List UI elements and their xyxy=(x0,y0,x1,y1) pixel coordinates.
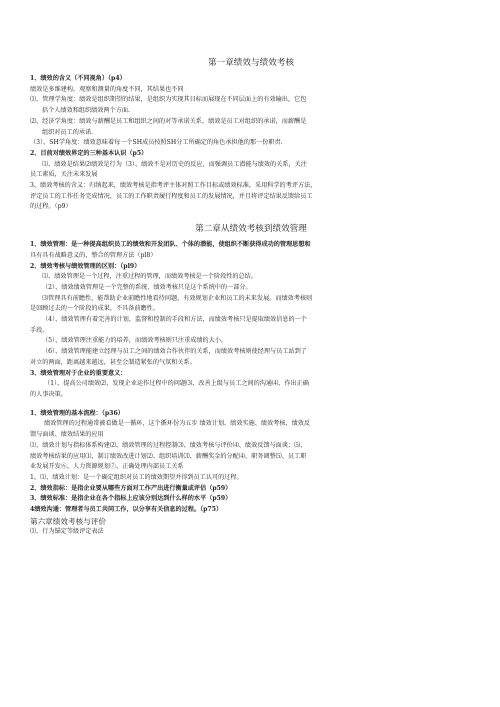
chapter-1-body xyxy=(30,74,472,213)
text-line: 2、绩效指标：是指企业要从哪些方面对工作产出进行衡量或评估（p59） xyxy=(30,484,232,492)
text-line: 1、绩效管理：是一种提高组织员工的绩效和开发团队、个体的潜能，使组织不断获得成功的管理思想和 xyxy=(30,241,311,249)
text-line: ⑴、管理学角度：绩效是组织期望的结果，是组织为实现其目标而展现在不同层面上的有效输出，它包 xyxy=(30,96,307,104)
text-line: （2）、绩效绩效管理是一个完整的系统，绩效考核只是这个系统中的一部分。 xyxy=(42,283,252,291)
text-line: ⑶管理具有前瞻性，能帮助企业前瞻性地看待问题，有效规划企业和员工的未来发展。而绩效考核则 xyxy=(42,294,313,302)
text-line: 2、目前对绩效界定的三种基本认识（p5） xyxy=(30,149,148,157)
text-line: 的人事决策。 xyxy=(30,390,67,398)
text-line: 员工素质，关注未来发展 xyxy=(30,171,98,179)
text-line: 组织对员工的承诺. xyxy=(42,128,94,136)
text-line: ⑵、经济学角度：绩效与薪酬是员工和组织之间的对等承诺关系，绩效是员工对组织的承诺，而薪酬是 xyxy=(30,117,307,125)
chapter-2-title: 第二章从绩效考核到绩效管理 xyxy=(195,224,307,235)
text-line: （4）、绩效管理有着完善的计划、监督和控制的手段和方法，而绩效考核只是提取绩效信息的一个 xyxy=(42,316,307,324)
text-line: 具有具有战略意义的、整合的管理方法（pl8） xyxy=(30,251,157,259)
text-line: 1、⑴、绩效计划：是一个确定组织对员工的绩效期望并得到员工认可的过程。 xyxy=(30,473,243,481)
text-line: 的过程。（p9） xyxy=(30,203,72,211)
text-line: 绩效管理的过程通常被看做是一循环，这个循环份为五步 绩效计划、绩效实施、绩效考核、绩效反 xyxy=(44,420,311,428)
text-line: （5）、绩效管理注重能力的培养，而绩效考核则只注重成绩的大小。 xyxy=(42,337,228,345)
text-line: 1、绩效的含义（不同视角）（p4） xyxy=(30,75,126,82)
text-line: 绩效考核结果的应用⑴、制订绩效改进计划⑵、组织培训⑶、薪酬奖金的分配⑷、职务调整⑸、员工职 xyxy=(30,452,307,460)
text-line: 评定员工的工作任务完成情况，员工的工作职责履行程度和员工的发展情况，并且将评定结果反馈给员工 xyxy=(30,192,313,200)
document-page xyxy=(30,56,472,537)
text-line: （6）、绩效管理能建立经理与员工之间的绩效合作伙伴的关系，而绩效考核则使经理与员工站到了 xyxy=(42,348,307,356)
chapter-2-body xyxy=(30,240,472,401)
text-line: 绩效是多维建构，观察和测量的角度不同，其结果也不同 xyxy=(30,85,184,93)
text-line: （1）、提高公司绩效⑵、发现企业运作过程中的问题⑶、改善上级与员工之间的沟通⑷、作出正确 xyxy=(44,380,309,388)
text-line: 是回顾过去的一个阶段的成果，不具备前瞻性。 xyxy=(30,305,159,313)
text-line: （3）、SH学角度：绩效意味着每一个SH成员按照SH分工所确定的角色承担他的那一份职责. xyxy=(30,139,283,147)
text-line: 对立的两面，距离越来越远，甚至会制造紧张的气氛和关系。 xyxy=(30,358,196,366)
text-line: 手段。 xyxy=(30,326,49,334)
text-line: 括个人绩效和组织绩效两个方面. xyxy=(42,107,130,115)
text-line: 4绩效沟通：管理者与员工共同工作，以分享有关信息的过程。（p75） xyxy=(30,506,223,514)
text-line: ⑴、绩效管理是一个过程，注重过程的管理，而绩效考核是一个阶段性的总结。 xyxy=(42,273,257,281)
chapter-6-title: 第六章绩效考核与评价 xyxy=(30,516,106,526)
text-line: 2、绩效考核与绩效管理的区别：（pl9） xyxy=(30,262,141,270)
chapter-1-title: 第一章绩效与绩效考核 xyxy=(208,58,294,68)
text-line: 馈与面谈、绩效结果的应用 xyxy=(30,431,104,439)
text-line: ⑴、绩效是结果⑵绩效是行为（3）、绩效不是对历史的反应，而强调员工潜能与绩效的关系，关注 xyxy=(42,160,307,168)
text-line: ⑴、绩效计划与指标体系构建⑵、绩效管理的过程控制⑶、绩效考核与评价⑷、绩效反馈与面谈；⑸、 xyxy=(30,441,307,449)
text-line: 3、绩效标准：是指企业在各个指标上应该分别达到什么样的水平（p59） xyxy=(30,495,232,503)
text-line: ⑴、行为锚定等级评定表法 xyxy=(30,527,104,535)
section-gap xyxy=(30,401,472,409)
text-line: 业发展开发⑥、人力资源规划⑦、正确处理内部员工关系 xyxy=(30,463,184,471)
text-line: 3、绩效管理对于企业的重要意义： xyxy=(30,369,127,377)
text-line: 3、绩效考核的含义：归纳起来，绩效考核是指考评主体对照工作目标或绩效标准，采用科学的考评方法， xyxy=(30,182,317,190)
section-3-body xyxy=(30,409,472,516)
chapter-6-body xyxy=(30,527,472,538)
text-line: 1、绩效管理的基本流程：（p36） xyxy=(30,409,124,417)
